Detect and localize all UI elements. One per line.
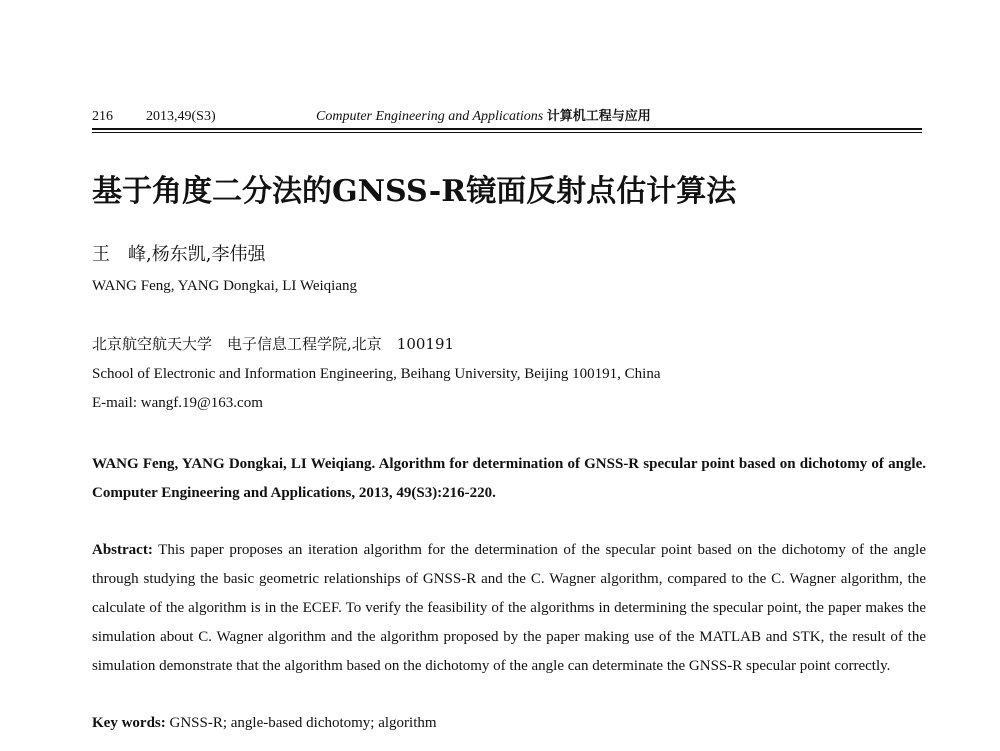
author-email: E-mail: wangf.19@163.com	[92, 395, 263, 411]
keywords	[92, 711, 437, 735]
affiliation-chinese: 北京航空航天大学 电子信息工程学院,北京 100191	[92, 335, 455, 353]
header-rule-thin	[92, 132, 922, 133]
affiliation-english: School of Electronic and Information Engineering, Beihang University, Beijing 100191, China	[92, 366, 661, 382]
journal-name-cn: 计算机工程与应用	[546, 109, 651, 124]
journal-name-en: Computer Engineering and Applications	[316, 109, 544, 124]
keywords-text: GNSS-R; angle-based dichotomy; algorithm	[165, 715, 437, 731]
authors-chinese: 王 峰,杨东凯,李伟强	[92, 244, 266, 265]
abstract	[92, 536, 926, 681]
volume-issue: 2013,49(S3)	[146, 109, 216, 124]
abstract-text: This paper proposes an iteration algorithm for the determination of the specular point based on the dichotomy of the angle through studying the basic geometric relationships of GNSS-R and the C. Wagner algorithm, compared to the C. Wagner algorithm, the calculate of the algorithm is in the ECEF. To verify the feasibility of the algorithms in determining the specular point, the paper makes the simulation about C. Wagner algorithm and the algorithm proposed by the paper making use of the MATLAB and STK, the result of the simulation demonstrate that the algorithm based on the dichotomy of the angle can determinate the GNSS-R specular point correctly.	[92, 542, 926, 674]
page-number: 216	[92, 109, 113, 124]
keywords-label: Key words:	[92, 715, 166, 731]
abstract-label: Abstract:	[92, 542, 153, 558]
authors-english: WANG Feng, YANG Dongkai, LI Weiqiang	[92, 278, 358, 294]
journal-name	[316, 108, 651, 126]
citation-block: WANG Feng, YANG Dongkai, LI Weiqiang. Algorithm for determination of GNSS-R specular point based on dichotomy of angle. Computer Engineering and Applications, 2013, 49(S3):216-220.	[92, 456, 926, 501]
header-rule	[92, 128, 922, 130]
paper-title: 基于角度二分法的GNSS-R镜面反射点估计算法	[92, 174, 737, 209]
